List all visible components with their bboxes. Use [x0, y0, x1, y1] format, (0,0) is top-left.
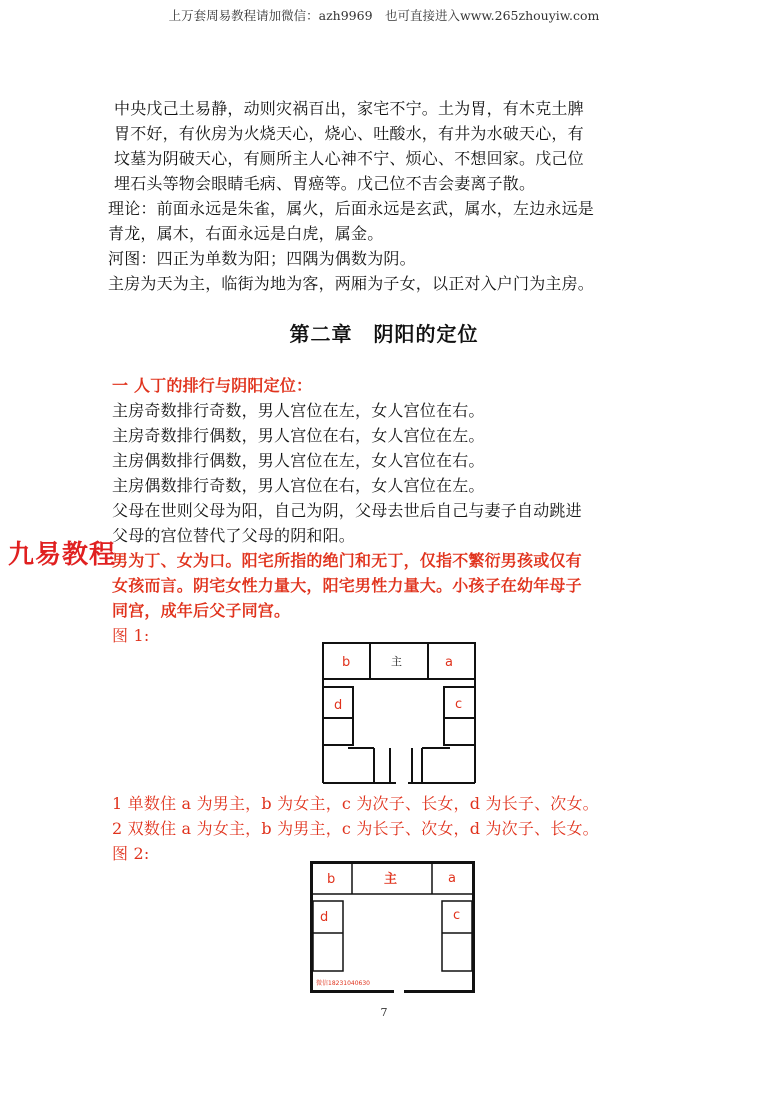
text-line: 埋石头等物会眼睛毛病、胃癌等。戊己位不吉会妻离子散。 — [114, 174, 536, 193]
text-line: 坟墓为阴破天心，有厕所主人心神不宁、烦心、不想回家。戊己位 — [114, 149, 584, 168]
figure2-caption: 图 2: — [112, 844, 150, 863]
room-b-label: b — [342, 655, 351, 670]
figure2-diagram — [310, 861, 480, 996]
text-line: 主房为天为主，临街为地为客，两厢为子女，以正对入户门为主房。 — [108, 274, 595, 293]
text-line: 河图：四正为单数为阳；四隅为偶数为阴。 — [108, 249, 416, 268]
text-line-red: 同宫，成年后父子同宫。 — [112, 601, 291, 620]
text-line: 父母在世则父母为阳，自己为阴，父母去世后自己与妻子自动跳进 — [112, 501, 582, 520]
text-line: 主房偶数排行偶数，男人宫位在左，女人宫位在右。 — [112, 451, 485, 470]
room-b-label: b — [327, 872, 336, 887]
text-line-red: 男为丁、女为口。阳宅所指的绝门和无丁，仅指不繁衍男孩或仅有 — [112, 551, 582, 570]
figure1-caption: 图 1: — [112, 626, 150, 645]
section-title: 一 人丁的排行与阴阳定位： — [112, 376, 313, 395]
room-main-label: 主 — [384, 872, 398, 887]
room-d-label: d — [320, 910, 329, 925]
text-line: 主房奇数排行偶数，男人宫位在右，女人宫位在左。 — [112, 426, 485, 445]
room-c-label: c — [453, 908, 461, 923]
text-line: 胃不好，有伙房为火烧天心，烧心、吐酸水，有井为水破天心，有 — [114, 124, 584, 143]
room-c-label: c — [455, 697, 463, 712]
text-line: 青龙，属木，右面永远是白虎，属金。 — [108, 224, 384, 243]
room-a-label: a — [448, 871, 456, 886]
text-line: 父母的宫位替代了父母的阴和阳。 — [112, 526, 356, 545]
figure1-diagram — [322, 642, 482, 784]
room-main-label: 主 — [391, 655, 402, 668]
text-line: 理论：前面永远是朱雀，属火，后面永远是玄武，属水，左边永远是 — [108, 199, 595, 218]
figure1-note: 1 单数住 a 为男主，b 为女主，c 为次子、长女，d 为长子、次女。 — [112, 794, 599, 813]
room-a-label: a — [445, 655, 453, 670]
text-line: 中央戊己土易静，动则灾祸百出，家宅不宁。土为胃，有木克土脾 — [114, 99, 584, 118]
chapter-title: 第二章 阴阳的定位 — [289, 322, 479, 346]
room-d-outline — [323, 687, 353, 745]
text-line-red: 女孩而言。阴宅女性力量大，阳宅男性力量大。小孩子在幼年母子 — [112, 576, 582, 595]
page-header: 上万套周易教程请加微信：azh9969 也可直接进入www.265zhouyiw.com — [168, 8, 600, 23]
contact-stamp: 微信18231040630 — [316, 980, 370, 987]
text-line: 主房偶数排行奇数，男人宫位在右，女人宫位在左。 — [112, 476, 485, 495]
room-d-label: d — [334, 698, 343, 713]
room-c-outline — [444, 687, 475, 745]
page-number: 7 — [380, 1006, 388, 1019]
door-gap — [394, 987, 404, 995]
section-one — [112, 373, 672, 648]
text-line: 主房奇数排行奇数，男人宫位在左，女人宫位在右。 — [112, 401, 485, 420]
figure1-note: 2 双数住 a 为女主，b 为男主，c 为长子、次女，d 为次子、长女。 — [112, 819, 599, 838]
watermark-logo: 九易教程 — [8, 540, 117, 570]
intro-text — [108, 96, 668, 296]
